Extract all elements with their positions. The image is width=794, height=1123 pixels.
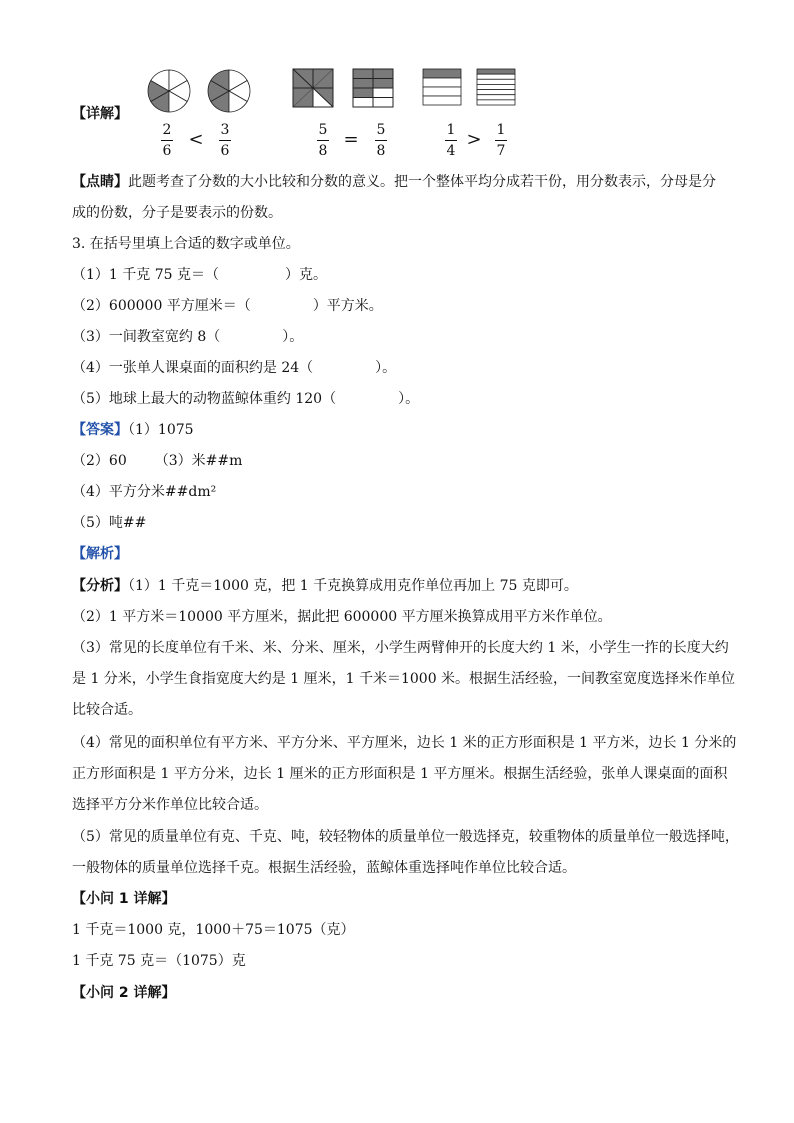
rect-a-strip: [423, 96, 461, 105]
answer-label: 【答案】: [72, 422, 128, 438]
analysis-p3c: 比较合适。: [72, 702, 142, 718]
analysis-p5a: （5）常见的质量单位有克、千克、吨，较轻物体的质量单位一般选择克，较重物体的质量单位一般选择吨，: [72, 829, 739, 845]
fraction-3-6: 3 6: [220, 122, 230, 159]
question-item-4: （4）一张单人课桌面的面积约是 24（ ）。: [72, 360, 397, 376]
analysis-label: 【解析】: [72, 546, 128, 562]
fraction-1-4: 1 4: [446, 122, 456, 159]
fraction-5-8-left: 5 8: [318, 122, 328, 159]
less-than-sign: <: [188, 129, 204, 150]
analysis-p3a: （3）常见的长度单位有千米、米、分米、厘米，小学生两臂伸开的长度大约 1 米，小学生一拃的长度大约: [72, 640, 729, 656]
rect-a-strip: [423, 78, 461, 87]
analysis-p3b: 是 1 分米，小学生食指宽度大约是 1 厘米，1 千米＝1000 米。根据生活经验，一间教室宽度选择米作单位: [72, 671, 736, 687]
rect-one-seventh-figure: [476, 68, 518, 110]
greater-than-sign: >: [466, 129, 482, 150]
fraction-figures: [146, 68, 526, 113]
dianjing-line-2: 成的份数，分子是要表示的份数。: [72, 205, 282, 221]
equals-sign: =: [343, 129, 359, 150]
analysis-p4a: （4）常见的面积单位有平方米、平方分米、平方厘米，边长 1 米的正方形面积是 1 平方米，边长 1 分米的: [72, 735, 737, 751]
question-title: 3. 在括号里填上合适的数字或单位。: [72, 236, 300, 252]
square-five-eighths-figure-b: [352, 68, 396, 110]
analysis-p4b: 正方形面积是 1 平方分米，边长 1 厘米的正方形面积是 1 平方厘米。根据生活经验，张单人课桌面的面积: [72, 766, 728, 782]
rect-b-strip: [477, 95, 515, 100]
fraction-5-8-right: 5 8: [376, 122, 386, 159]
dianjing-text: 此题考查了分数的大小比较和分数的意义。把一个整体平均分成若干份，用分数表示，分母是分: [128, 174, 716, 190]
question-item-1: （1）1 千克 75 克＝（ ）克。: [72, 267, 327, 283]
rect-b-strip: [477, 84, 515, 89]
fraction-1-7: 1 7: [496, 122, 506, 159]
answer-line-2: （2）60 （3）米##m: [72, 453, 243, 469]
answer-line-3: （4）平方分米##dm²: [72, 484, 217, 500]
analysis-p2: （2）1 平方米＝10000 平方厘米，据此把 600000 平方厘米换算成用平方米作单位。: [72, 609, 612, 625]
rect-a-strip: [423, 69, 461, 78]
dianjing-label: 【点睛】: [72, 174, 128, 190]
question-item-3: （3）一间教室宽约 8（ ）。: [72, 329, 304, 345]
rect-b-strip: [477, 69, 515, 74]
rect-one-fourth-figure: [422, 68, 464, 110]
sub2-label: 【小问 2 详解】: [72, 985, 176, 1001]
answer-line-4: （5）吨##: [72, 515, 147, 531]
rect-b-strip: [477, 74, 515, 79]
rect-b-strip: [477, 79, 515, 84]
rect-b-strip: [477, 90, 515, 95]
circle-three-sixths-figure: [206, 68, 252, 114]
analysis-p1: 【分析】（1）1 千克＝1000 克，把 1 千克换算成用克作单位再加上 75 克即可。: [72, 578, 578, 594]
sub1-label: 【小问 1 详解】: [72, 891, 176, 907]
circle-two-sixths-figure: [146, 68, 192, 114]
dianjing-line-1: [72, 172, 716, 192]
rect-b-strip: [477, 100, 515, 105]
question-item-2: （2）600000 平方厘米＝（ ）平方米。: [72, 298, 383, 314]
question-item-5: （5）地球上最大的动物蓝鲸体重约 120（ ）。: [72, 391, 420, 407]
fenxi-label: 【分析】: [72, 578, 128, 594]
sub1-line-1: 1 千克＝1000 克，1000＋75＝1075（克）: [72, 922, 355, 938]
square-five-eighths-figure-a: [292, 68, 336, 110]
answer-line-1: 【答案】（1）1075: [72, 422, 194, 438]
detail-label: 【详解】: [72, 106, 128, 122]
analysis-p4c: 选择平方分米作单位比较合适。: [72, 797, 268, 813]
rect-a-strip: [423, 87, 461, 96]
fraction-2-6: 2 6: [162, 122, 172, 159]
analysis-p5b: 一般物体的质量单位选择千克。根据生活经验，蓝鲸体重选择吨作单位比较合适。: [72, 860, 576, 876]
sub1-line-2: 1 千克 75 克＝（1075）克: [72, 953, 246, 969]
